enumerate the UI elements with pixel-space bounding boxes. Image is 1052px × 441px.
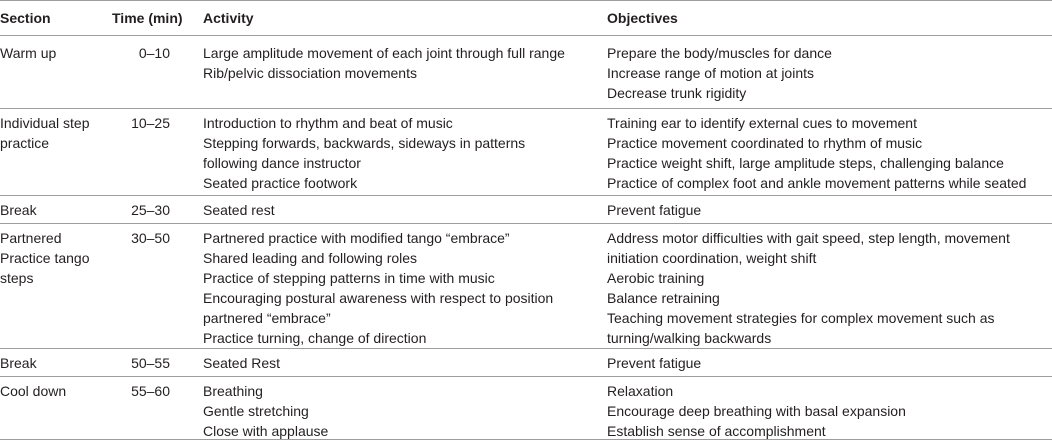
objectives-cell-line: Encourage deep breathing with basal expansion — [607, 403, 906, 419]
activity-cell — [203, 43, 598, 83]
time-cell: 55–60 — [131, 383, 170, 399]
time-cell: 30–50 — [131, 230, 170, 246]
objectives-cell-line: Decrease trunk rigidity — [607, 85, 747, 101]
objectives-cell-line: Increase range of motion at joints — [607, 65, 815, 81]
activity-cell-line: Partnered practice with modified tango “embrace” — [203, 230, 510, 246]
top-rule — [0, 0, 1052, 1]
section-cell-line: Break — [0, 355, 37, 371]
time-cell: 25–30 — [131, 202, 170, 218]
section-cell — [0, 43, 110, 63]
section-cell-line: Partnered — [0, 230, 62, 246]
section-cell — [0, 353, 110, 373]
row-rule — [0, 195, 1052, 196]
section-cell — [0, 113, 110, 153]
objectives-cell-line: Aerobic training — [607, 270, 705, 286]
activity-cell-line: Practice turning, change of direction — [203, 330, 427, 346]
activity-cell — [203, 353, 598, 373]
objectives-cell-line: turning/walking backwards — [607, 330, 772, 346]
activity-cell-line: Seated practice footwork — [203, 175, 358, 191]
header-section: Section — [0, 10, 51, 26]
activity-cell-line: Gentle stretching — [203, 403, 309, 419]
activity-cell-line: Shared leading and following roles — [203, 250, 418, 266]
objectives-cell-line: Training ear to identify external cues to movement — [607, 115, 917, 131]
objectives-cell-line: Practice weight shift, large amplitude steps, challenging balance — [607, 155, 1004, 171]
objectives-cell-line: Teaching movement strategies for complex movement such as — [607, 310, 995, 326]
objectives-cell-line: Practice of complex foot and ankle movement patterns while seated — [607, 175, 1027, 191]
activity-cell-line: Seated rest — [203, 202, 275, 218]
objectives-cell-line: Practice movement coordinated to rhythm of music — [607, 135, 923, 151]
objectives-cell — [607, 228, 1052, 348]
activity-cell-line: Introduction to rhythm and beat of music — [203, 115, 453, 131]
objectives-cell — [607, 381, 1052, 441]
section-cell-line: steps — [0, 270, 34, 286]
activity-cell — [203, 113, 598, 193]
row-rule — [0, 108, 1052, 109]
section-cell — [0, 228, 110, 288]
activity-cell — [203, 228, 598, 348]
activity-cell-line: Practice of stepping patterns in time with music — [203, 270, 495, 286]
activity-cell — [203, 200, 598, 220]
section-cell-line: Individual step — [0, 115, 90, 131]
activity-cell-line: Encouraging postural awareness with respect to position — [203, 290, 554, 306]
objectives-cell — [607, 113, 1052, 193]
activity-cell-line: Stepping forwards, backwards, sideways in patterns — [203, 135, 526, 151]
time-cell: 50–55 — [131, 355, 170, 371]
header-rule — [0, 35, 1052, 36]
header-time: Time (min) — [112, 10, 183, 26]
section-cell-line: Practice tango — [0, 250, 90, 266]
row-rule — [0, 348, 1052, 349]
objectives-cell-line: Relaxation — [607, 383, 674, 399]
header-activity: Activity — [203, 10, 254, 26]
objectives-cell-line: Balance retraining — [607, 290, 720, 306]
objectives-cell — [607, 353, 1052, 373]
objectives-cell-line: Address motor difficulties with gait speed, step length, movement — [607, 230, 1010, 246]
section-cell-line: Warm up — [0, 45, 57, 61]
section-cell-line: Break — [0, 202, 37, 218]
section-cell-line: practice — [0, 135, 50, 151]
row-rule — [0, 376, 1052, 377]
time-cell: 0–10 — [138, 45, 170, 61]
activity-cell — [203, 381, 598, 441]
objectives-cell-line: Establish sense of accomplishment — [607, 423, 826, 439]
header-objectives: Objectives — [607, 10, 678, 26]
activity-cell-line: Breathing — [203, 383, 263, 399]
activity-cell-line: Rib/pelvic dissociation movements — [203, 65, 417, 81]
activity-cell-line: following dance instructor — [203, 155, 361, 171]
activity-cell-line: partnered “embrace” — [203, 310, 331, 326]
section-cell-line: Cool down — [0, 383, 67, 399]
objectives-cell-line: initiation coordination, weight shift — [607, 250, 817, 266]
objectives-cell — [607, 43, 1052, 103]
activity-cell-line: Seated Rest — [203, 355, 281, 371]
section-cell — [0, 200, 110, 220]
objectives-cell-line: Prepare the body/muscles for dance — [607, 45, 832, 61]
time-cell: 10–25 — [131, 115, 170, 131]
objectives-cell — [607, 200, 1052, 220]
section-cell — [0, 381, 110, 401]
activity-cell-line: Large amplitude movement of each joint through full range — [203, 45, 565, 61]
objectives-cell-line: Prevent fatigue — [607, 355, 702, 371]
row-rule — [0, 223, 1052, 224]
activity-cell-line: Close with applause — [203, 423, 329, 439]
objectives-cell-line: Prevent fatigue — [607, 202, 702, 218]
